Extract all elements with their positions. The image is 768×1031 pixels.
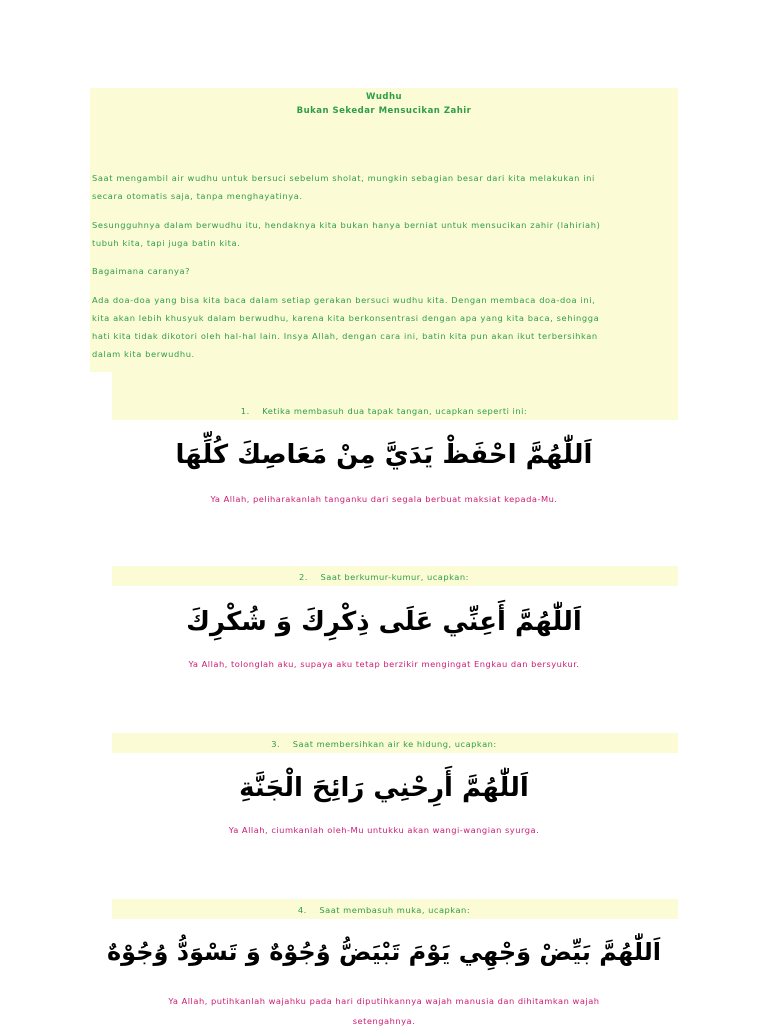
step-2-translation: Ya Allah, tolonglah aku, supaya aku tetap berzikir mengingat Engkau dan bersyukur. <box>188 659 580 669</box>
step-3-translation: Ya Allah, ciumkanlah oleh-Mu untukku akan wangi-wangian syurga. <box>228 825 540 835</box>
step-1-arabic-prayer: اَللّٰهُمَّ احْفَظْ يَدَيَّ مِنْ مَعَاصِكَ كُلِّهَا <box>175 440 593 470</box>
step-3-arabic-prayer: اَللّٰهُمَّ أَرِحْنِي رَائِحَ الْجَنَّةِ <box>239 773 529 803</box>
step-4-translation: Ya Allah, putihkanlah wajahku pada hari diputihkannya wajah manusia dan dihitamkan wajah setengahnya. <box>168 996 600 1026</box>
doc-title: Wudhu <box>365 92 403 102</box>
step-1-translation: Ya Allah, peliharakanlah tanganku dari segala berbuat maksiat kepada-Mu. <box>210 494 558 504</box>
paragraph-3: Bagaimana caranya? <box>92 266 191 276</box>
step-2-arabic-prayer: اَللّٰهُمَّ أَعِنِّي عَلَى ذِكْرِكَ وَ شُكْرِكَ <box>186 607 582 637</box>
step-4-arabic-prayer: اَللّٰهُمَّ بَيِّضْ وَجْهِي يَوْمَ تَبْيَضُّ وُجُوْهٌ وَ تَسْوَدُّ وُجُوْهٌ <box>106 938 661 966</box>
step-1-heading: 1. Ketika membasuh dua tapak tangan, ucapkan seperti ini: <box>240 406 528 416</box>
paragraph-4: Ada doa-doa yang bisa kita baca dalam setiap gerakan bersuci wudhu kita. Dengan membaca doa-doa ini, kita akan lebih khusyuk dalam berwudhu, karena kita berkonsentrasi dengan apa yang kita baca, sehingga hati kita tidak dikotori oleh hal-hal lain. Insya Allah, dengan cara ini, batin kita pun akan ikut terbersihkan dalam kita berwudhu. <box>92 295 600 359</box>
paragraph-2: Sesungguhnya dalam berwudhu itu, hendaknya kita bukan hanya berniat untuk mensucikan zahir (lahiriah) tubuh kita, tapi juga batin kita. <box>92 220 601 248</box>
doc-subtitle: Bukan Sekedar Mensucikan Zahir <box>296 106 472 116</box>
paragraph-1: Saat mengambil air wudhu untuk bersuci sebelum sholat, mungkin sebagian besar dari kita melakukan ini secara otomatis saja, tanpa menghayatinya. <box>92 173 595 201</box>
step-4-heading: 4. Saat membasuh muka, ucapkan: <box>297 905 471 915</box>
step-2-heading: 2. Saat berkumur-kumur, ucapkan: <box>299 572 469 582</box>
step-3-heading: 3. Saat membersihkan air ke hidung, ucapkan: <box>271 739 497 749</box>
